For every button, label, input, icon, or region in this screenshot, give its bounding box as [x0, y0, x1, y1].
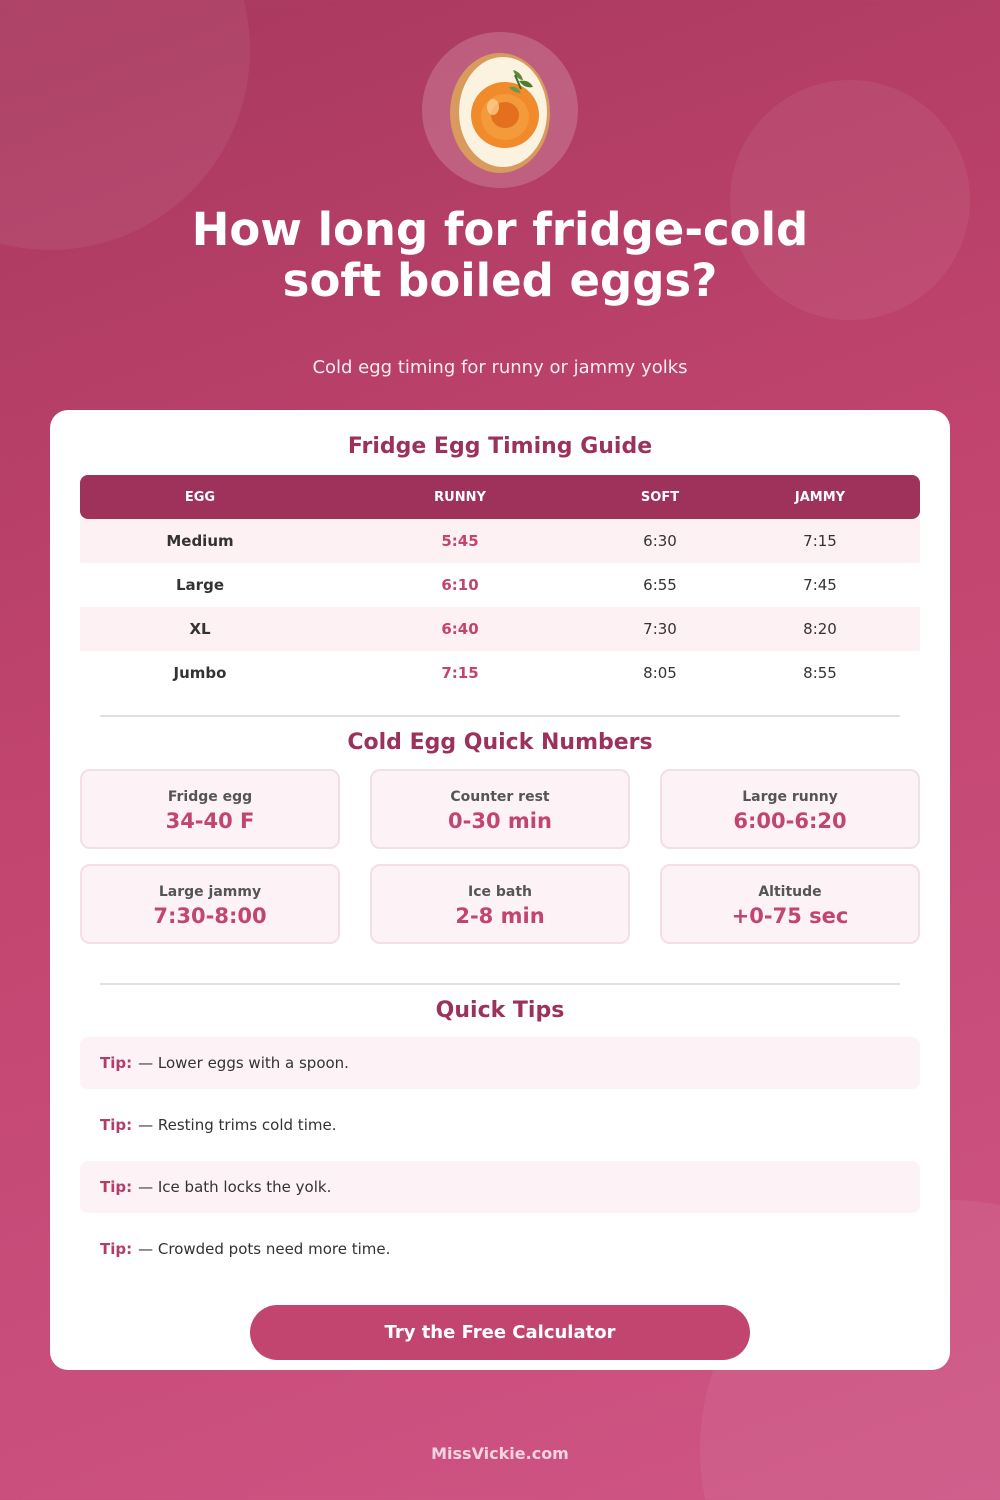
stat-card-altitude — [660, 864, 920, 944]
section-divider — [100, 983, 900, 985]
tip-prefix: Tip: — [100, 1240, 133, 1258]
section-divider — [100, 715, 900, 717]
stat-value: 7:30-8:00 — [153, 904, 267, 928]
timing-guide-title: Fridge Egg Timing Guide — [347, 434, 653, 459]
stat-value: 34-40 F — [165, 809, 255, 833]
page-title-line-1: How long for fridge-cold — [191, 203, 809, 256]
stat-label: Ice bath — [467, 884, 532, 900]
stat-label: Large jammy — [158, 884, 262, 900]
tip-text: — Lower eggs with a spoon. — [138, 1054, 349, 1072]
stat-label: Large runny — [742, 789, 838, 805]
footer-brand[interactable]: MissVickie.com — [431, 1444, 569, 1463]
column-header-soft: SOFT — [640, 489, 680, 505]
quick-numbers-title: Cold Egg Quick Numbers — [347, 730, 653, 755]
stat-card-fridge-egg — [80, 769, 340, 849]
tip-item — [80, 1223, 920, 1275]
runny-time-cell: 6:40 — [441, 620, 479, 638]
stat-card-counter-rest — [370, 769, 630, 849]
tip-item — [80, 1099, 920, 1151]
table-row — [80, 563, 920, 607]
table-row — [80, 607, 920, 651]
stat-value: 6:00-6:20 — [733, 809, 847, 833]
soft-time-cell: 6:30 — [643, 532, 677, 550]
runny-time-cell: 7:15 — [441, 664, 479, 682]
tip-item — [80, 1161, 920, 1213]
try-calculator-button[interactable]: Try the Free Calculator — [250, 1305, 750, 1360]
runny-time-cell: 5:45 — [441, 532, 479, 550]
quick-tips-title: Quick Tips — [435, 998, 565, 1023]
page-title — [100, 204, 900, 306]
column-header-runny: RUNNY — [434, 489, 486, 505]
stat-card-ice-bath — [370, 864, 630, 944]
tip-text: — Ice bath locks the yolk. — [138, 1178, 332, 1196]
column-header-jammy: JAMMY — [794, 489, 846, 505]
jammy-time-cell: 7:15 — [803, 532, 837, 550]
jammy-time-cell: 7:45 — [803, 576, 837, 594]
stat-value: 2-8 min — [455, 904, 545, 928]
hero-icon-badge — [422, 32, 578, 188]
soft-boiled-egg-icon — [445, 45, 555, 175]
tip-prefix: Tip: — [100, 1178, 133, 1196]
tip-text: — Resting trims cold time. — [138, 1116, 337, 1134]
egg-size-cell: XL — [189, 620, 211, 638]
egg-size-cell: Medium — [166, 532, 234, 550]
timing-table — [80, 475, 920, 695]
table-row — [80, 519, 920, 563]
egg-size-cell: Large — [176, 576, 224, 594]
soft-time-cell: 7:30 — [643, 620, 677, 638]
stat-card-large-jammy — [80, 864, 340, 944]
stat-value: +0-75 sec — [731, 904, 849, 928]
jammy-time-cell: 8:55 — [803, 664, 837, 682]
tip-item — [80, 1037, 920, 1089]
stat-label: Fridge egg — [167, 789, 253, 805]
egg-size-cell: Jumbo — [173, 664, 227, 682]
soft-time-cell: 8:05 — [643, 664, 677, 682]
stat-label: Altitude — [758, 884, 822, 900]
tip-prefix: Tip: — [100, 1116, 133, 1134]
tip-text: — Crowded pots need more time. — [138, 1240, 391, 1258]
stat-card-large-runny — [660, 769, 920, 849]
column-header-egg: EGG — [184, 489, 216, 505]
table-row — [80, 651, 920, 695]
content-card — [50, 410, 950, 1370]
stat-label: Counter rest — [450, 789, 550, 805]
jammy-time-cell: 8:20 — [803, 620, 837, 638]
runny-time-cell: 6:10 — [441, 576, 479, 594]
table-header-row — [80, 475, 920, 519]
soft-time-cell: 6:55 — [643, 576, 677, 594]
tip-prefix: Tip: — [100, 1054, 133, 1072]
stat-value: 0-30 min — [448, 809, 552, 833]
page-subtitle: Cold egg timing for runny or jammy yolks — [312, 357, 688, 378]
page-title-line-2: soft boiled eggs? — [282, 254, 718, 307]
